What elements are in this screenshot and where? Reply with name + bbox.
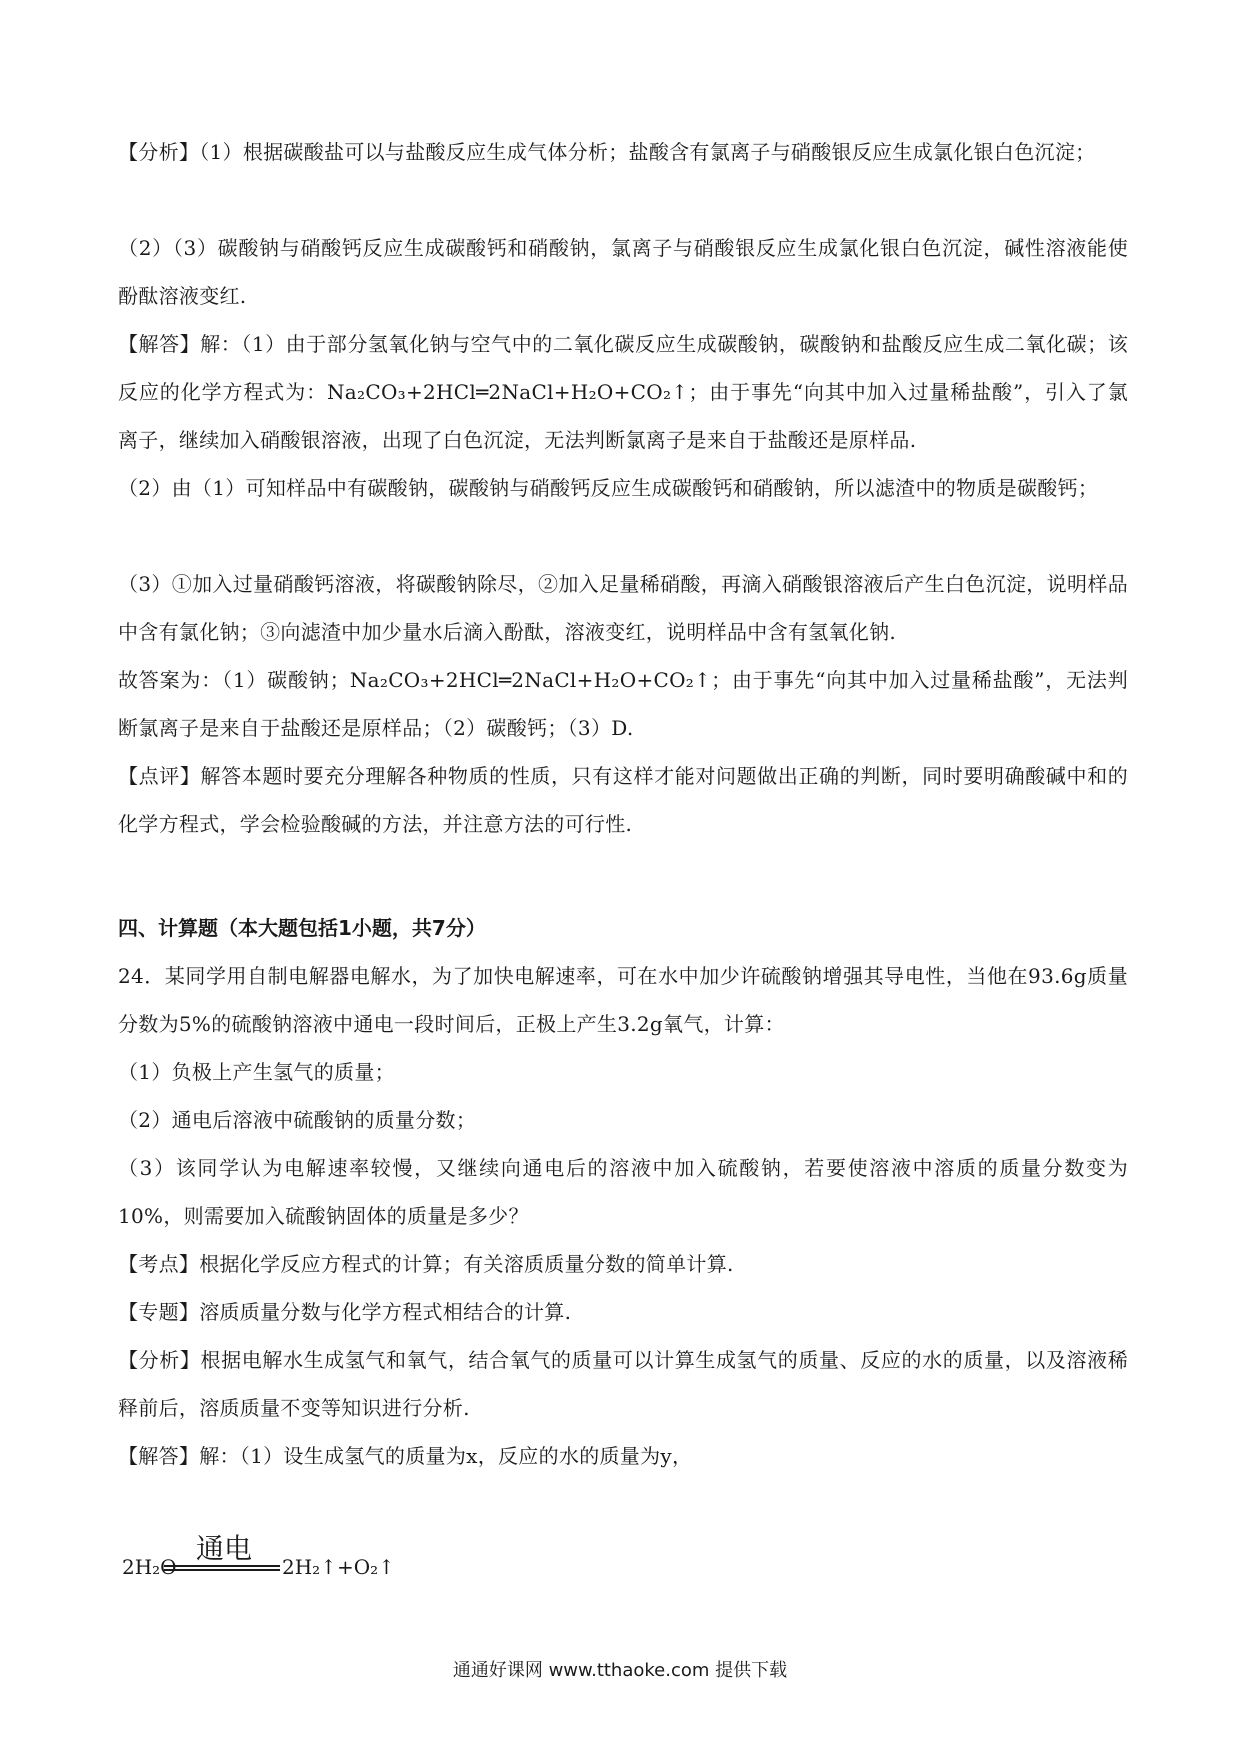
question-stem: 24．某同学用自制电解器电解水，为了加快电解速率，可在水中加少许硫酸钠增强其导电性，当他在93.6g质量分数为5%的硫酸钠溶液中通电一段时间后，正极上产生3.2g氧气，计算： bbox=[118, 964, 1128, 1036]
equation-bar-top bbox=[164, 1565, 280, 1567]
question-part3: （3）该同学认为电解速率较慢，又继续向通电后的溶液中加入硫酸钠，若要使溶液中溶质的质量分数变为10%，则需要加入硫酸钠固体的质量是多少？ bbox=[118, 1156, 1128, 1228]
question-part2: （2）通电后溶液中硫酸钠的质量分数； bbox=[118, 1108, 477, 1132]
knowledge-point: 【考点】根据化学反应方程式的计算；有关溶质质量分数的简单计算. bbox=[118, 1252, 734, 1276]
equation-products: 2H₂↑+O₂↑ bbox=[282, 1555, 395, 1579]
section-heading: 四、计算题（本大题包括1小题，共7分） bbox=[118, 916, 486, 940]
equation-bar-bottom bbox=[164, 1569, 280, 1571]
question-analysis: 【分析】根据电解水生成氢气和氧气，结合氧气的质量可以计算生成氢气的质量、反应的水的质量，以及溶液稀释前后，溶质质量不变等知识进行分析. bbox=[118, 1348, 1128, 1420]
equation-condition: 通电 bbox=[195, 1532, 252, 1565]
solution-part2-paragraph: （2）由（1）可知样品中有碳酸钠，碳酸钠与硝酸钙反应生成碳酸钙和硝酸钠，所以滤渣中的物质是碳酸钙； bbox=[118, 476, 1099, 500]
equation-reactant: 2H₂O bbox=[122, 1555, 177, 1579]
solution-paragraph: 【解答】解：（1）由于部分氢氧化钠与空气中的二氧化碳反应生成碳酸钠，碳酸钠和盐酸反应生成二氧化碳；该反应的化学方程式为：Na₂CO₃+2HCl═2NaCl+H₂O+CO₂↑；由于事先“向其中加入过量稀盐酸”，引入了氯离子，继续加入硝酸银溶液，出现了白色沉淀，无法判断氯离子是来自于盐酸还是原样品. bbox=[118, 332, 1128, 452]
electrolysis-equation bbox=[118, 1527, 518, 1587]
topic-label: 【专题】溶质质量分数与化学方程式相结合的计算. bbox=[118, 1300, 572, 1324]
solution-part3-paragraph: （3）①加入过量硝酸钙溶液，将碳酸钠除尽，②加入足量稀硝酸，再滴入硝酸银溶液后产生白色沉淀，说明样品中含有氯化钠；③向滤渣中加少量水后滴入酚酞，溶液变红，说明样品中含有氢氧化钠. bbox=[118, 572, 1128, 644]
page-footer: 通通好课网 www.tthaoke.com 提供下载 bbox=[452, 1660, 788, 1681]
comment-paragraph: 【点评】解答本题时要充分理解各种物质的性质，只有这样才能对问题做出正确的判断，同时要明确酸碱中和的化学方程式，学会检验酸碱的方法，并注意方法的可行性. bbox=[118, 764, 1128, 836]
question-part1: （1）负极上产生氢气的质量； bbox=[118, 1060, 395, 1084]
question-solution-start: 【解答】解：（1）设生成氢气的质量为x，反应的水的质量为y， bbox=[118, 1444, 693, 1468]
analysis-paragraph: 【分析】（1）根据碳酸盐可以与盐酸反应生成气体分析；盐酸含有氯离子与硝酸银反应生成氯化银白色沉淀； bbox=[118, 140, 1096, 164]
analysis-continued-paragraph: （2）（3）碳酸钠与硝酸钙反应生成碳酸钙和硝酸钠，氯离子与硝酸银反应生成氯化银白色沉淀，碱性溶液能使酚酞溶液变红. bbox=[118, 236, 1128, 308]
answer-paragraph: 故答案为：（1）碳酸钠；Na₂CO₃+2HCl═2NaCl+H₂O+CO₂↑；由于事先“向其中加入过量稀盐酸”，无法判断氯离子是来自于盐酸还是原样品；（2）碳酸钙；（3）D. bbox=[118, 668, 1128, 740]
